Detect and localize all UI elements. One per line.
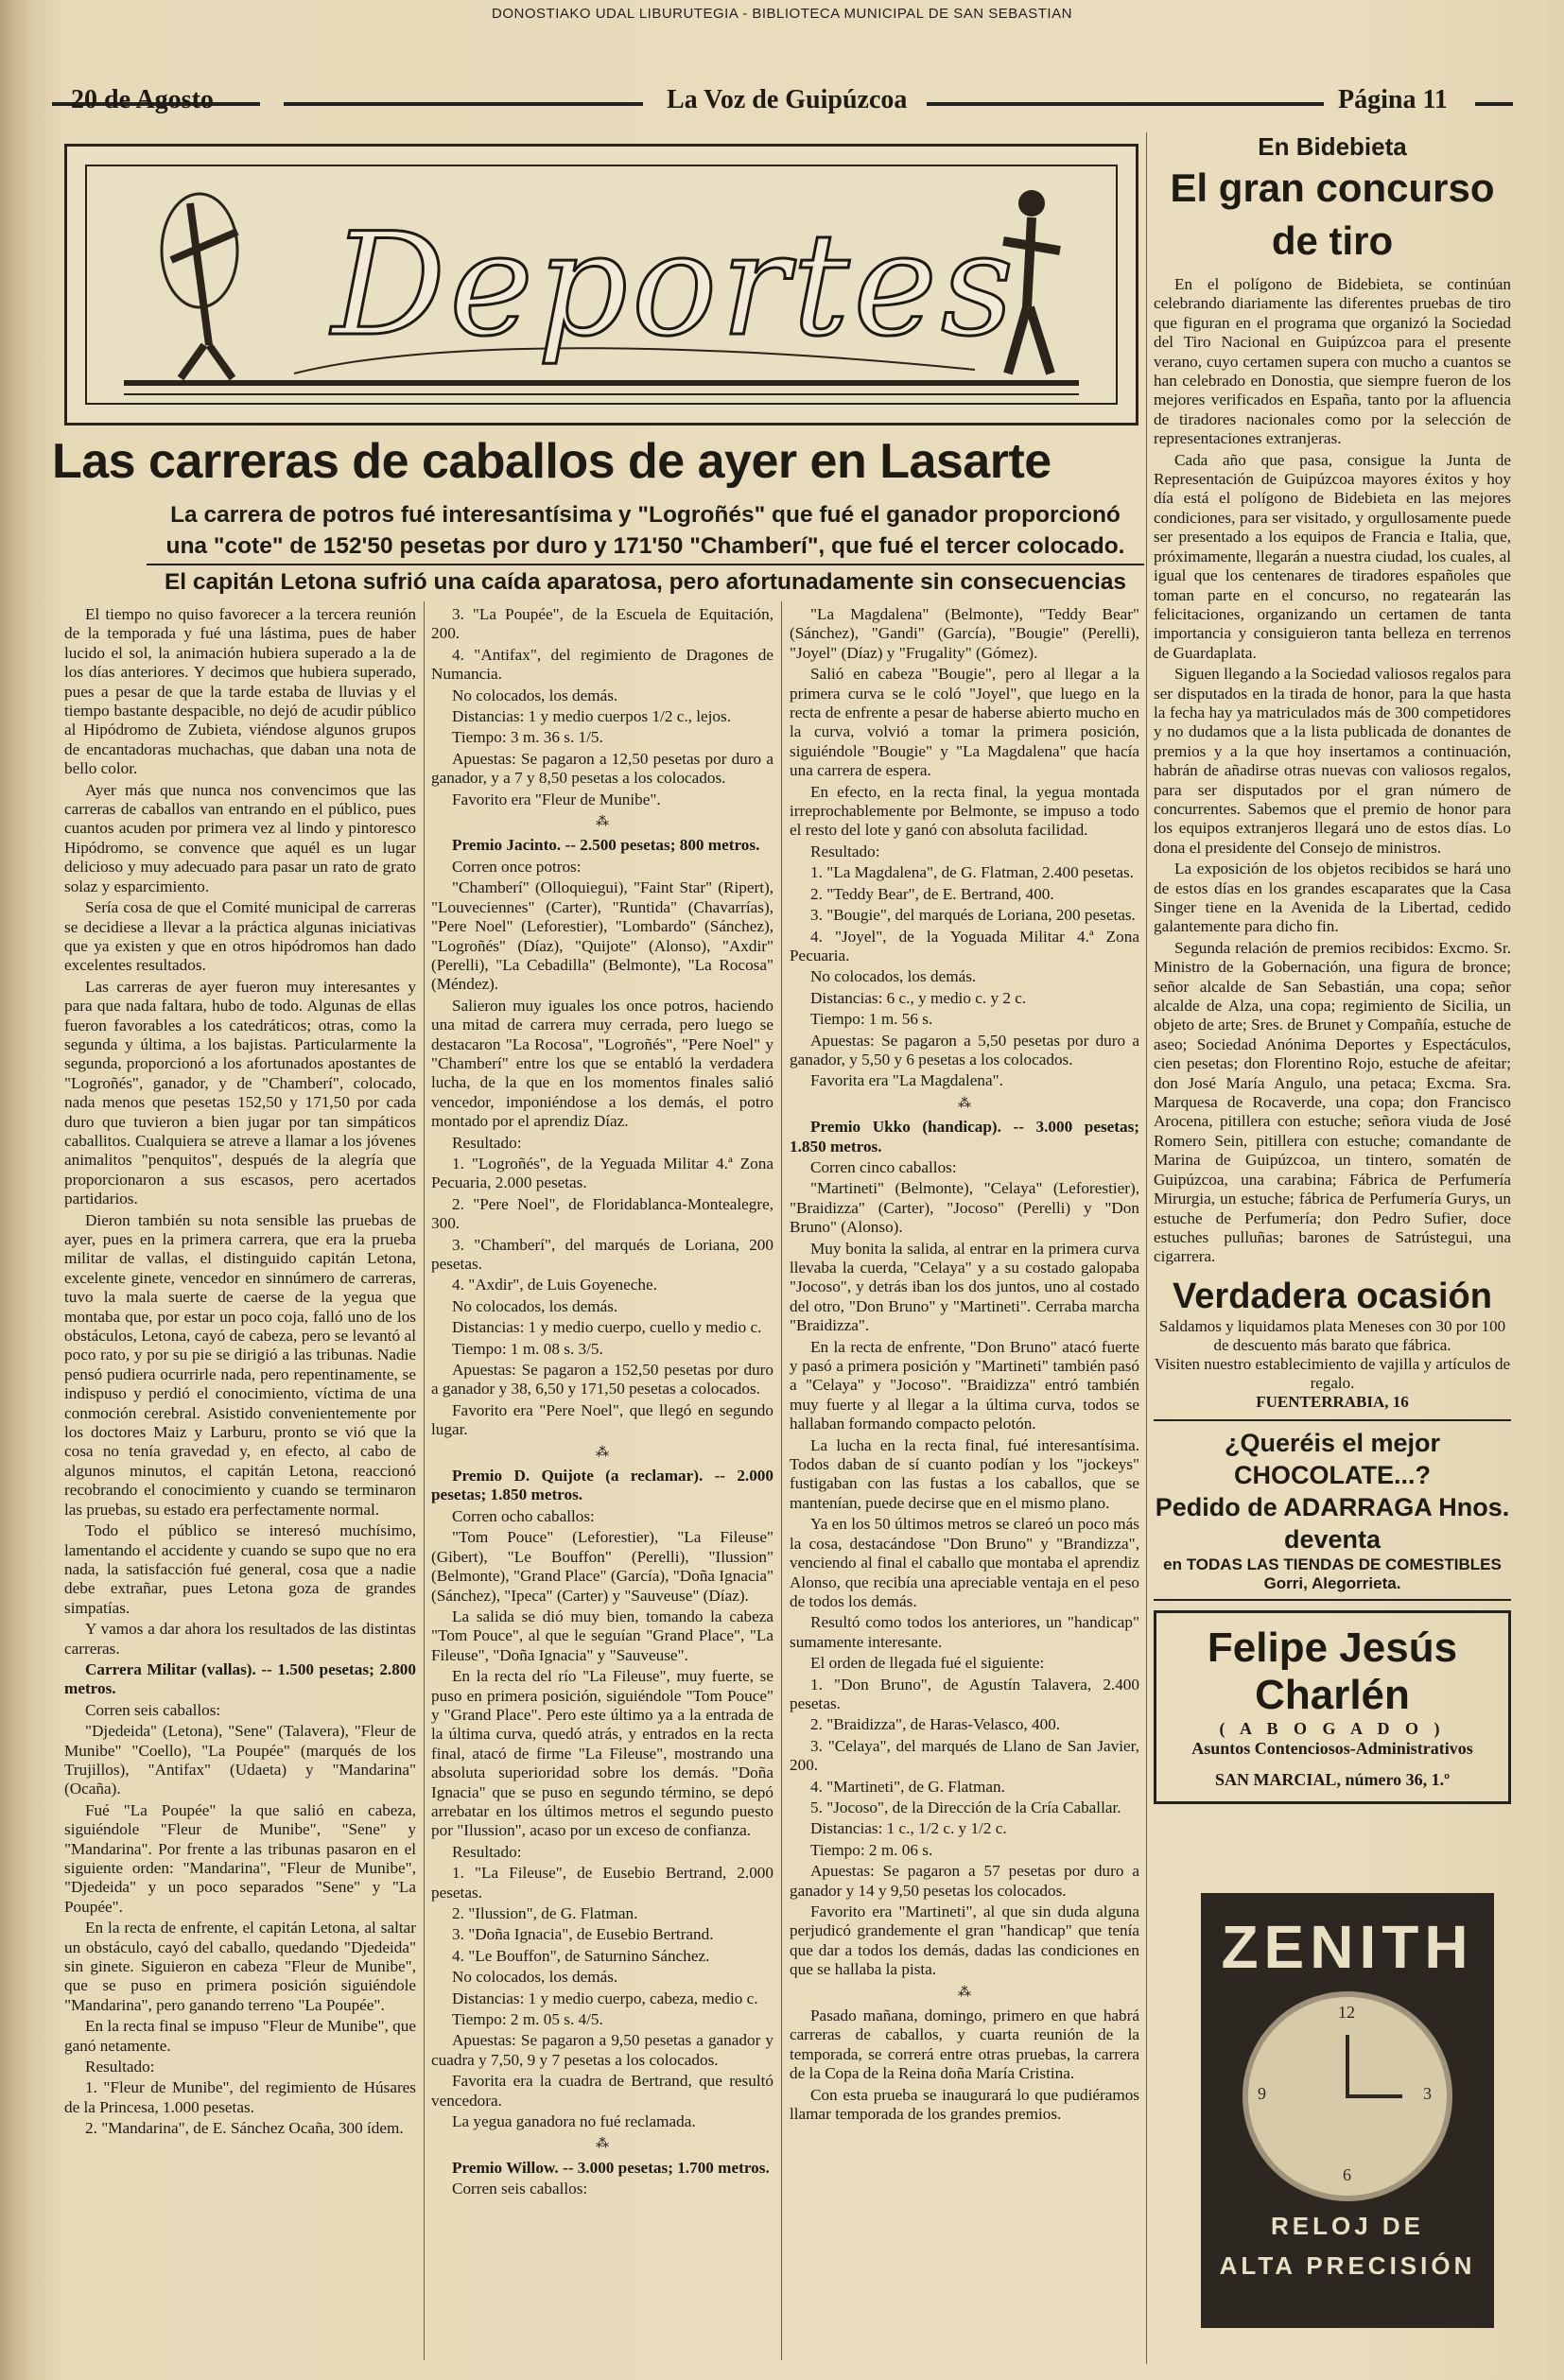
ocasion-ad-address: FUENTERRABIA, 16 [1256, 1392, 1409, 1411]
header-date: 20 de Agosto [71, 85, 214, 114]
article-paragraph: Apuestas: Se pagaron a 152,50 pesetas por duro a ganador y 38, 6,50 y 171,50 pesetas a colocados. [431, 1361, 773, 1398]
chocolate-ad-line-4: Gorri, Alegorrieta. [1263, 1573, 1401, 1592]
article-paragraph: 1. "Don Bruno", de Agustín Talavera, 2.400 pesetas. [790, 1675, 1139, 1712]
zenith-tagline-2: ALTA PRECISIÓN [1219, 2251, 1476, 2280]
article-paragraph: En la recta final se impuso "Fleur de Munibe", que ganó netamente. [64, 2017, 416, 2055]
chocolate-ad [1154, 1419, 1511, 1601]
lawyer-specialty: Asuntos Contenciosos-Administrativos [1191, 1738, 1473, 1758]
article-paragraph: 2. "Teddy Bear", de E. Bertrand, 400. [810, 884, 1054, 903]
tiro-paragraph: Siguen llegando a la Sociedad valiosos regalos para ser disputados en la tirada de honor, para la que hasta la fecha hay ya matriculados más de 300 competidores y no dudamos que a la lista publicada de donantes de premios y a la que hoy insertamos a continuación, habrán de añadirse otras nuevas con valiosos regalos, para ser disputados por el gran número de concurrentes. Sabemos que el premio de honor para los equipos extranjeros llegará uno de estos días. Lo dona el presidente del Consejo de ministros. [1154, 665, 1511, 857]
article-paragraph: En efecto, en la recta final, la yegua montada irreprochablemente por Belmonte, se impuso a todo el resto del lote y ganó con absoluta facilidad. [790, 782, 1139, 840]
article-paragraph: No colocados, los demás. [452, 686, 618, 704]
article-paragraph: 4. "Axdir", de Luis Goyeneche. [452, 1276, 657, 1294]
race-heading: Carrera Militar (vallas). -- 1.500 pesetas; 2.800 metros. [64, 1659, 416, 1698]
ocasion-ad-body-2: Visiten nuestro establecimiento de vajilla y artículos de regalo. [1154, 1354, 1511, 1392]
ocasion-ad-body: Saldamos y liquidamos plata Meneses con 30 por 100 de descuento más barato que fábrica. [1158, 1316, 1506, 1354]
article-paragraph: 5. "Jocoso", de la Dirección de la Cría Caballar. [810, 1798, 1121, 1816]
chocolate-ad-line-1: ¿Queréis el mejor CHOCOLATE...? [1224, 1428, 1441, 1489]
zenith-brand: ZENITH [1221, 1913, 1474, 1981]
article-paragraph: 4. "Le Bouffon", de Saturnino Sánchez. [452, 1946, 710, 1965]
article-paragraph: Distancias: 1 c., 1/2 c. y 1/2 c. [810, 1819, 1007, 1838]
article-paragraph: La yegua ganadora no fué reclamada. [452, 2112, 696, 2131]
lawyer-address: SAN MARCIAL, número 36, 1.º [1214, 1769, 1451, 1789]
article-paragraph: No colocados, los demás. [810, 967, 977, 986]
article-paragraph: "La Magdalena" (Belmonte), "Teddy Bear" (Sánchez), "Gandi" (García), "Bougie" (Perelli), "Joyel" (Díaz) y "Frugality" (Gómez). [790, 605, 1139, 662]
article-paragraph: Tiempo: 3 m. 36 s. 1/5. [452, 728, 603, 747]
article-paragraph: Salieron muy iguales los once potros, haciendo una mitad de carrera muy cerrada, pero luego se destacaron "La Rocosa", "Logroñés", "Pere Noel" y "Chamberí" entre los que se entabló la verdadera lucha, de la que en los momentos finales salió vencedor, imponiéndose a los demás, el potro montado por el aprendiz Díaz. [431, 996, 773, 1131]
article-paragraph: Favorita era "La Magdalena". [810, 1071, 1003, 1090]
article-paragraph: "Chamberí" (Olloquiegui), "Faint Star" (Ripert), "Louveciennes" (Carter), "Runtida" (Chavarrías), "Pere Noel" (Leforestier), "Lombardo" (Sánchez), "Logroñés" (Díaz), "Quijote" (Alonso), "Axdir" (Perelli), "La Cebadilla" (Belmonte), "La Rocosa" (Méndez). [431, 878, 773, 994]
lawyer-ad [1154, 1610, 1511, 1804]
article-paragraph: Muy bonita la salida, al entrar en la primera curva llevaba la cuerda, "Celaya" y a su costado galopaba "Jocoso", y detrás iban los dos juntos, uno al costado del otro, "Don Bruno" y "Martineti". Cerraba marcha "Braidizza". [790, 1239, 1139, 1335]
tiro-paragraph: En el polígono de Bidebieta, se continúan celebrando diariamente las diferentes pruebas de tiro que figuran en el programa que organizó la Sociedad del Tiro Nacional en Guipúzcoa para el presente verano, cuyo certamen supera con mucho a cuantos se han celebrado en Donostia, que siempre fueron de los mejores verificados en España, tanto por la afluencia de tiradores nacionales como por la selección de representaciones extranjeras. [1154, 275, 1511, 448]
article-paragraph: Corren cinco caballos: [810, 1157, 957, 1176]
article-paragraph: 3. "Bougie", del marqués de Loriana, 200 pesetas. [810, 906, 1136, 925]
article-paragraph: Resultado: [452, 1133, 522, 1152]
article-paragraph: El orden de llegada fué el siguiente: [810, 1654, 1045, 1673]
article-paragraph: Corren once potros: [452, 857, 582, 876]
race-heading: Premio Jacinto. -- 2.500 pesetas; 800 metros. [452, 836, 760, 855]
article-paragraph: Resultado: [810, 842, 880, 860]
article-paragraph: Resultado: [85, 2058, 155, 2076]
article-paragraph: Favorito era "Fleur de Munibe". [452, 790, 661, 808]
race-heading: Premio D. Quijote (a reclamar). -- 2.000 pesetas; 1.850 metros. [431, 1467, 773, 1504]
article-paragraph: Distancias: 6 c., y medio c. y 2 c. [810, 988, 1027, 1007]
deportes-title: Deportes [332, 203, 1018, 368]
section-dingbat: ⁂ [958, 1096, 971, 1111]
article-paragraph: "Djedeida" (Letona), "Sene" (Talavera), "Fleur de Munibe" "Coello), "La Poupée" (marqués de los Trujillos), "Antifax" (Udaeta) y "Mandarina" (Ocaña). [64, 1722, 416, 1798]
article-paragraph: La salida se dió muy bien, tomando la cabeza "Tom Pouce", al que le seguían "Grand Place", "La Fileuse", "Doña Ignacia" y "Sauveuse". [431, 1607, 773, 1664]
article-paragraph: Las carreras de ayer fueron muy interesantes y para que nada faltara, hubo de todo. Algunas de ellas fueron favorables a los catedráticos; otras, como la segunda y última, a los bajistas. Particularmente la segunda, proporcionó a los afortunados apostantes de "Logroñés", ganador, y de "Chamberí", colocado, nada menos que pesetas 152,50 y 171,50 por cada duro que tuvieron a bien jugar por tan simpáticos caballitos. Cualquiera se atreve a llamar a los jóvenes animalitos "penquitos", después de la alegría que proporcionaron a sus escasos, pero acertados partidarios. [64, 977, 416, 1208]
article-paragraph: La lucha en la recta final, fué interesantísima. Todos daban de sí cuanto podían y los "jockeys" fustigaban con las fustas a los caballos, que se mantenían, puede decirse que en el mismo plano. [790, 1435, 1139, 1512]
tiro-paragraph: La exposición de los objetos recibidos se hará uno de estos días en los grandes escaparates que la Casa Singer tiene en la Avenida de la Libertad, cedido galantemente para dicho fin. [1154, 860, 1511, 936]
article-paragraph: Tiempo: 1 m. 08 s. 3/5. [452, 1339, 603, 1358]
lawyer-title: ( A B O G A D O ) [1219, 1718, 1446, 1738]
tiro-title-2: de tiro [1271, 218, 1394, 263]
section-dingbat: ⁂ [596, 2137, 609, 2152]
chocolate-ad-line-2: Pedido de ADARRAGA Hnos. deventa [1155, 1492, 1510, 1554]
tiro-paragraph: Cada año que pasa, consigue la Junta de Representación de Guipúzcoa mayores éxitos y hoy día está el polígono de Bidebieta en las mejores condiciones, para ser visitado, y orgullosamente puede ser presentado a los equipos de Francia e Italia, que, próximamente, llegarán a nuestra ciudad, los cuales, al igual que los centenares de tiradores españoles que toman parte en el concurso, no regatearán las felicitaciones, organizando un certamen de tanta importancia y consiguieron tanta belleza en terrenos de Guardaplata. [1154, 450, 1511, 662]
article-paragraph: Sería cosa de que el Comité municipal de carreras se decidiese a llevar a la práctica algunas iniciativas que ya existen y que en otros hipódromos han dado excelentes resultados. [64, 898, 416, 975]
article-paragraph: Tiempo: 1 m. 56 s. [810, 1010, 933, 1029]
section-dingbat: ⁂ [958, 1985, 971, 2000]
article-paragraph: En la recta de enfrente, el capitán Letona, al saltar un obstáculo, cayó del caballo, quedando "Djedeida" sin ginete. Siguieron en cabeza "Fleur de Munibe", que se puso en primera posición siguiéndole "Mandarina", pero ganando terreno "La Poupée". [64, 1919, 416, 2014]
article-paragraph: 1. "Logroñés", de la Yeguada Militar 4.ª Zona Pecuaria, 2.000 pesetas. [431, 1154, 773, 1192]
tiro-body [1154, 275, 1511, 1267]
tiro-title-1: El gran concurso [1170, 165, 1495, 210]
zenith-ad [1201, 1893, 1494, 2328]
article-subheads [147, 499, 1144, 598]
article-paragraph: 2. "Braidizza", de Haras-Velasco, 400. [810, 1715, 1061, 1734]
article-paragraph: Favorita era la cuadra de Bertrand, que resultó vencedora. [431, 2072, 773, 2110]
article-paragraph: Corren seis caballos: [452, 2180, 588, 2198]
ocasion-ad-title: Verdadera ocasión [1173, 1276, 1492, 1316]
column-rule [1146, 132, 1147, 2364]
article-paragraph: Salió en cabeza "Bougie", pero al llegar a la primera curva se le coló "Joyel", que luego en la recta de enfrente a pesar de haberse abierto mucho en la curva, volvió a tomar la primera posición, siguiéndole "Bougie" y "La Magdalena" que hacía una carrera de espera. [790, 665, 1139, 780]
article-paragraph: 3. "Celaya", del marqués de Llano de San Javier, 200. [790, 1736, 1139, 1775]
article-column-3 [790, 605, 1139, 2126]
article-paragraph: Corren seis caballos: [85, 1700, 221, 1719]
article-paragraph: Favorito era "Pere Noel", que llegó en segundo lugar. [431, 1400, 773, 1439]
article-paragraph: Ayer más que nunca nos convencimos que las carreras de caballos van entrando en el público, pues cuantos acuden por primera vez al lindo y pintoresco Hipódromo, se convence que aquél es un lugar delicioso y muy adecuado para pasar un rato de grato solaz y esparcimiento. [64, 780, 416, 895]
article-paragraph: 4. "Joyel", de la Yoguada Militar 4.ª Zona Pecuaria. [790, 927, 1139, 964]
article-paragraph: Con esta prueba se inaugurará lo que pudiéramos llamar temporada de los grandes premios. [790, 2085, 1139, 2124]
article-paragraph: "Martineti" (Belmonte), "Celaya" (Leforestier), "Braidizza" (Carter), "Jocoso" (Perelli) y "Don Bruno" (Alonso). [790, 1179, 1139, 1237]
chocolate-ad-line-3: en TODAS LAS TIENDAS DE COMESTIBLES [1163, 1555, 1502, 1573]
article-paragraph: No colocados, los demás. [452, 1968, 618, 1987]
article-paragraph: Distancias: 1 y medio cuerpo, cabeza, medio c. [452, 1989, 758, 2007]
article-paragraph: No colocados, los demás. [452, 1296, 618, 1315]
section-dingbat: ⁂ [596, 1445, 609, 1460]
tiro-paragraph: Segunda relación de premios recibidos: Excmo. Sr. Ministro de la Gobernación, una figura de bronce; señor alcalde de San Sebastián, una copa; señor alcalde de Alza, una copa; regimiento de Sicilia, un objeto de arte; Sres. de Brunet y Compañía, estuche de aseo; Sociedad Anónima Deportes y Espectáculos, cien pesetas; don Florentino Rojo, estuche de afeitar; don José María Angulo, una petaca; Excma. Sra. Marquesa de Rocaverde, una copa; don Francisco Arocena, pitillera con estuche; señora viuda de José Romero Sein, pitillera con estuche; comandante de Marina de Guipúzcoa, un tintero, somatén de Guipúzcoa, una carabina; Fábrica de Perfumería Mirurgia, un estuche; fábrica de Perfumería Gurys, un estuche de Perfumería; don Pedro Sufier, doce estuches pulluñas; barones de Satrústegui, una cigarrera. [1154, 938, 1511, 1266]
header-paper: La Voz de Guipúzcoa [667, 85, 908, 114]
article-paragraph: Dieron también su nota sensible las pruebas de ayer, pues en la primera carrera, que era la prueba militar de vallas, el distinguido capitán Letona, excelente ginete, vencedor en sinnúmero de carreras, tuvo la mala suerte de caerse de la yegua que montaba que, por estar un poco coja, falló uno de los obstáculos, Letona, cayó de cabeza, pero se levantó al poco rato, y por su pie se dirigió a las tribunas. Nadie pensó pudiera ocurrirle nada, pero repentinamente, se indispuso y perdió el conocimiento, víctima de una conmoción cerebral. Asistido convenientemente por los doctores Maiz y Larburu, pronto se vió que la cosa no tenía gravedad y, en efecto, al cabo de algunos minutos, el capitán Letona, reaccionó recobrando el conocimiento y cuando se terminaron las pruebas, su estado era perfectamente normal. [64, 1210, 416, 1519]
section-dingbat: ⁂ [596, 815, 609, 830]
deportes-banner [64, 144, 1138, 426]
watch-icon: 12 3 6 9 [1243, 1991, 1452, 2201]
library-source-line: DONOSTIAKO UDAL LIBURUTEGIA - BIBLIOTECA MUNICIPAL DE SAN SEBASTIAN [492, 6, 1072, 22]
article-paragraph: 4. "Martineti", de G. Flatman. [810, 1777, 1005, 1796]
subhead-2: una "cote" de 152'50 pesetas por duro y 171'50 "Chamberí", que fué el tercer colocado. [165, 533, 1125, 559]
tiro-kicker: En Bidebieta [1258, 132, 1407, 161]
column-rule [781, 601, 782, 2360]
article-paragraph: 3. "La Poupée", de la Escuela de Equitación, 200. [431, 605, 773, 643]
article-paragraph: Fué "La Poupée" la que salió en cabeza, siguiéndole "Fleur de Munibe", "Sene" y "Mandarina". Por frente a las tribunas pasaron en el siguiente orden: "Mandarina", "Fleur de Munibe", "Djedeida" y un poco separados "Sene" y "La Poupée". [64, 1800, 416, 1916]
article-paragraph: Resultó como todos los anteriores, un "handicap" sumamente interesante. [790, 1613, 1139, 1651]
subhead-3: El capitán Letona sufrió una caída aparatosa, pero afortunadamente sin consecuencias [147, 564, 1144, 598]
article-paragraph: En la recta de enfrente, "Don Bruno" atacó fuerte y pasó a primera posición y "Martineti" también pasó a "Celaya" y "Jocoso". "Braidizza" entró también muy fuerte y al llegar a la última curva, todos se hallaban formando compacto pelotón. [790, 1337, 1139, 1433]
race-heading: Premio Ukko (handicap). -- 3.000 pesetas; 1.850 metros. [790, 1118, 1139, 1155]
column-rule [424, 601, 425, 2360]
article-paragraph: Ya en los 50 últimos metros se clareó un poco más la cosa, destacándose "Don Bruno" y "Brandizza", venciendo al final el caballo que montaba el aprendiz Alonso, que recibía una apreciable ventaja en el peso de todos los demás. [790, 1515, 1139, 1610]
article-paragraph: En la recta del río "La Fileuse", muy fuerte, se puso en primera posición, siguiéndole "Tom Pouce" y "Grand Place". Pero este último ya a la entrada de la última curva, quedó atrás, y entrados en la recta final, atacó de firme "La Fileuse", mostrando una absoluta superioridad sobre los demás. "Doña Ignacia" que se puso en segundo término, se depó arrebatar en los últimos metros el segundo puesto por "Ilussion", acaso por un exceso de confianza. [431, 1667, 773, 1840]
article-headline: Las carreras de caballos de ayer en Lasarte [52, 434, 1051, 489]
article-paragraph: Corren ocho caballos: [452, 1506, 595, 1525]
article-paragraph: 1. "La Fileuse", de Eusebio Bertrand, 2.000 pesetas. [431, 1864, 773, 1902]
zenith-tagline-1: RELOJ DE [1270, 2212, 1425, 2240]
article-paragraph: Pasado mañana, domingo, primero en que habrá carreras de caballos, y cuarta reunión de la temporada, se correrá entre otras pruebas, la carrera de la Copa de la Reina doña María Cristina. [790, 2006, 1139, 2083]
race-heading: Premio Willow. -- 3.000 pesetas; 1.700 metros. [452, 2158, 770, 2177]
article-paragraph: Tiempo: 2 m. 06 s. [810, 1840, 933, 1859]
article-paragraph: Y vamos a dar ahora los resultados de las distintas carreras. [64, 1620, 416, 1658]
article-paragraph: 3. "Chamberí", del marqués de Loriana, 200 pesetas. [431, 1235, 773, 1273]
article-paragraph: 1. "Fleur de Munibe", del regimiento de Húsares de la Princesa, 1.000 pesetas. [64, 2078, 416, 2116]
article-paragraph: 1. "La Magdalena", de G. Flatman, 2.400 pesetas. [810, 863, 1134, 882]
article-paragraph: 2. "Mandarina", de E. Sánchez Ocaña, 300 ídem. [85, 2119, 404, 2138]
article-paragraph: Distancias: 1 y medio cuerpo, cuello y medio c. [452, 1318, 762, 1337]
page-header [52, 85, 1508, 117]
article-paragraph: Apuestas: Se pagaron a 12,50 pesetas por duro a ganador, y a 7 y 8,50 pesetas a los colocados. [431, 749, 773, 788]
article-paragraph: Resultado: [452, 1842, 522, 1861]
article-paragraph: Todo el público se interesó muchísimo, lamentando el accidente y cuando se supo que no era nada, la satisfacción fué general, cosa que a nadie debe extrañar, pues Letona goza de grandes simpatías. [64, 1521, 416, 1617]
lawyer-name: Felipe Jesús Charlén [1207, 1624, 1458, 1718]
article-paragraph: 3. "Doña Ignacia", de Eusebio Bertrand. [452, 1925, 714, 1944]
right-column [1154, 132, 1511, 1804]
subhead-1: La carrera de potros fué interesantísima y "Logroñés" que fué el ganador proporcionó [170, 502, 1121, 528]
article-paragraph: El tiempo no quiso favorecer a la tercera reunión de la temporada y fué una lástima, pues de haber lucido el sol, la animación hubiera superado a la de los días anteriores. Y decimos que hubiera superado, pues a pesar de que la tarde estaba de lluvias y el tiempo bastante despacible, no dejó de acudir público al Hipódromo de Zubieta, viéndose algunos grupos de encantadoras muchachas, que daban una nota de bello color. [64, 605, 416, 778]
article-paragraph: Distancias: 1 y medio cuerpos 1/2 c., lejos. [452, 707, 731, 726]
article-paragraph: "Tom Pouce" (Leforestier), "La Fileuse" (Gibert), "Le Bouffon" (Perelli), "Ilussion" (Belmonte), "Grand Place" (García), "Doña Ignacia" (Sánchez), "Ipeca" (Carter) y "Sauveuse" (Díaz). [431, 1528, 773, 1605]
article-paragraph: Apuestas: Se pagaron a 57 pesetas por duro a ganador y 14 y 9,50 pesetas los colocados. [790, 1862, 1139, 1900]
header-page: Página 11 [1338, 85, 1448, 114]
article-paragraph: Tiempo: 2 m. 05 s. 4/5. [452, 2010, 603, 2029]
article-column-1 [64, 605, 416, 2141]
article-paragraph: 2. "Pere Noel", de Floridablanca-Montealegre, 300. [431, 1194, 773, 1233]
article-paragraph: 4. "Antifax", del regimiento de Dragones de Numancia. [431, 645, 773, 684]
article-paragraph: Favorito era "Martineti", al que sin duda alguna perjudicó grandemente el gran "handicap" que tenía que dar a todos los demás, dadas las condiciones en que se hallaba la pista. [790, 1902, 1139, 1979]
article-column-2 [431, 605, 773, 2201]
article-paragraph: Apuestas: Se pagaron a 9,50 pesetas a ganador y cuadra y 7,50, 9 y 7 pesetas a los colocados. [431, 2031, 773, 2069]
article-paragraph: Apuestas: Se pagaron a 5,50 pesetas por duro a ganador, y 5,50 y 6 pesetas a los colocados. [790, 1031, 1139, 1068]
article-paragraph: 2. "Ilussion", de G. Flatman. [452, 1904, 638, 1922]
